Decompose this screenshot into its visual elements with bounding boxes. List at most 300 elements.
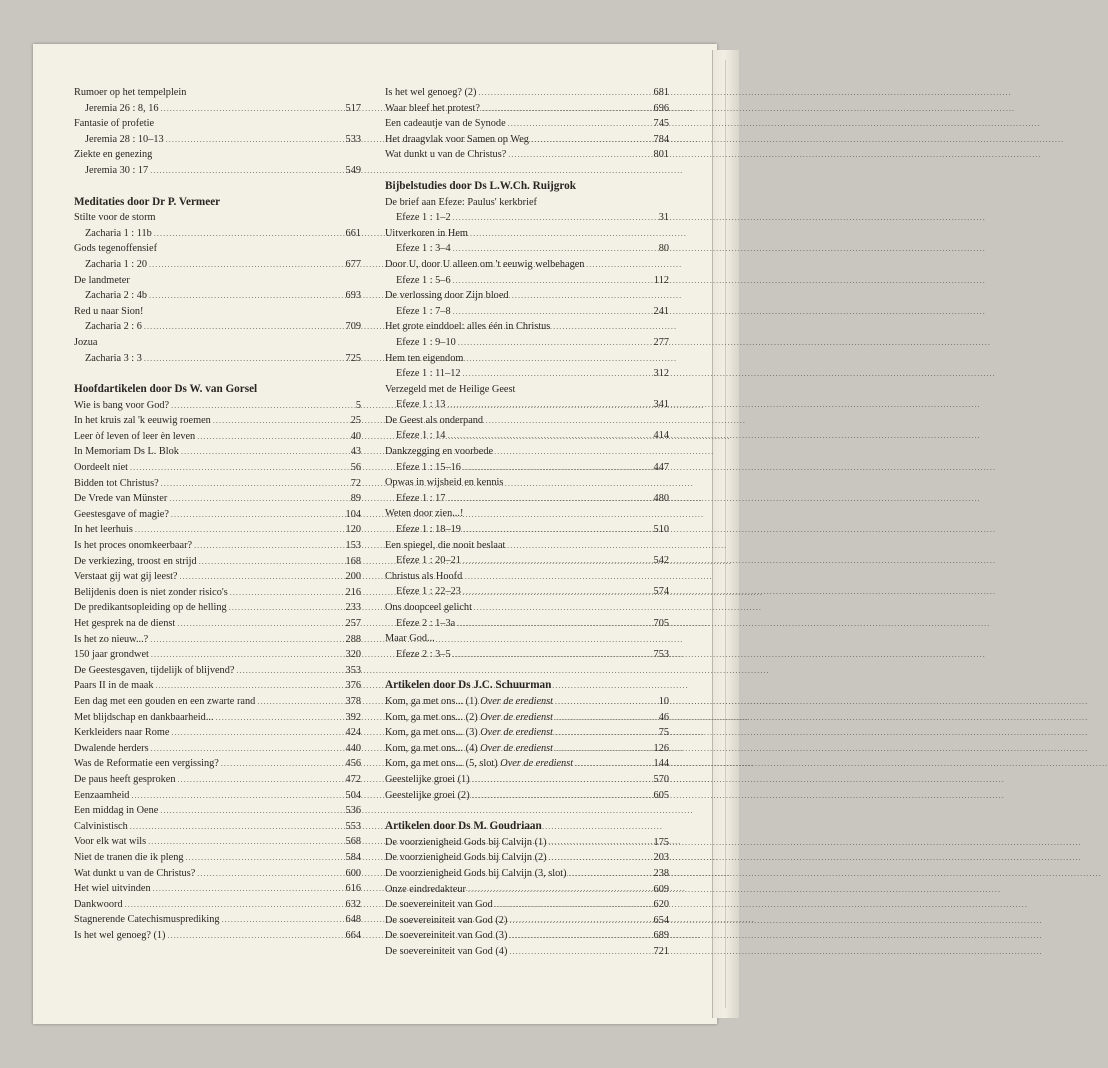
dot-leader (229, 600, 344, 616)
dot-leader (463, 522, 652, 538)
toc-entry (74, 678, 361, 694)
entry-text: Verzegeld met de Heilige Geest (385, 383, 516, 395)
page-number: 257 (345, 618, 361, 629)
entry-title (74, 116, 154, 132)
entry-text: De voorzienigheid Gods bij Calvijn (1) (385, 836, 547, 848)
toc-entry (74, 585, 361, 601)
page-number: 144 (653, 758, 669, 770)
toc-entry (74, 850, 361, 866)
entry-text: Efeze 1 : 1–2 (396, 212, 451, 224)
page-number: 353 (345, 664, 361, 676)
dot-leader (154, 226, 344, 242)
page-number: 753 (653, 648, 669, 660)
entry-title (74, 335, 97, 351)
page-number: 56 (350, 462, 361, 474)
page-number: 376 (345, 680, 361, 692)
toc-entry (385, 101, 669, 117)
entry-text: De landmeter (74, 274, 130, 286)
page-number: 233 (345, 602, 361, 614)
entry-text: Ziekte en genezing (74, 149, 153, 161)
page-number: 616 (345, 883, 361, 895)
entry-text: Is het wel genoeg? (2) (385, 87, 477, 98)
toc-entry (385, 882, 669, 898)
entry-title (385, 288, 509, 304)
entry-title (74, 881, 151, 897)
page-number: 677 (345, 258, 361, 270)
toc-entry (74, 507, 361, 523)
toc-entry (385, 600, 669, 616)
page-number: 480 (653, 492, 669, 504)
page-number: 605 (653, 789, 669, 801)
page-number: 709 (345, 321, 361, 333)
entry-text: Rumoer op het tempelplein (74, 87, 187, 98)
toc-entry (385, 195, 669, 211)
dot-leader (479, 85, 652, 101)
toc-entry (385, 226, 669, 242)
entry-text: Red u naar Sion! (74, 305, 144, 317)
entry-title (385, 132, 529, 148)
dot-leader (463, 584, 652, 600)
page-number: 681 (653, 87, 669, 98)
entry-title (385, 631, 435, 647)
entry-title (74, 413, 211, 429)
dot-leader (463, 553, 652, 569)
entry-title (74, 132, 164, 148)
entry-title (74, 600, 227, 616)
page-number: 120 (345, 524, 361, 536)
entry-text: Het grote einddoel: alles één in Christus (385, 321, 551, 333)
dot-leader (508, 116, 652, 132)
entry-title (385, 491, 445, 507)
entry-title (385, 538, 505, 554)
entry-text: Wat dunkt u van de Christus? (74, 867, 196, 879)
entry-title (74, 241, 157, 257)
dot-leader (549, 835, 652, 851)
entry-title (385, 226, 468, 242)
entry-text: Efeze 1 : 11–12 (396, 368, 461, 380)
entry-title (385, 772, 470, 788)
toc-entry (385, 304, 669, 320)
toc-entry (74, 538, 361, 554)
toc-entry (385, 460, 669, 476)
toc-section (74, 195, 361, 367)
entry-title (74, 819, 128, 835)
entry-title (74, 351, 142, 367)
entry-title (385, 273, 451, 289)
entry-text: Is het zo nieuw...? (74, 633, 149, 645)
toc-entry (385, 788, 669, 804)
page-number: 75 (658, 727, 669, 739)
dot-leader (453, 210, 657, 226)
entry-text: Kom, ga met ons... (2) (385, 711, 481, 723)
entry-text: De soevereiniteit van God (385, 899, 493, 911)
entry-text: Zacharia 1 : 11b (85, 227, 152, 239)
dot-leader (555, 694, 657, 710)
toc-entry (385, 584, 669, 600)
dot-leader (131, 788, 343, 804)
entry-title (385, 741, 553, 757)
dot-leader (575, 756, 651, 772)
entry-text: Verstaat gij wat gij leest? (74, 571, 178, 583)
page-number: 414 (653, 430, 669, 442)
toc-entry (385, 444, 669, 460)
toc-entry (74, 210, 361, 226)
toc-right-column (385, 85, 669, 975)
entry-text: Efeze 1 : 13 (396, 399, 446, 411)
entry-text: Efeze 1 : 20–21 (396, 555, 461, 567)
page-number: 574 (653, 586, 669, 598)
toc-entry (385, 319, 669, 335)
toc-entry (74, 460, 361, 476)
dot-leader (257, 694, 343, 710)
toc-entry (385, 944, 669, 960)
toc-entry (385, 366, 669, 382)
entry-title (74, 476, 159, 492)
entry-text: Efeze 2 : 3–5 (396, 648, 451, 660)
page-number: 632 (345, 898, 361, 910)
page-number: 533 (345, 133, 361, 145)
toc-entry (74, 600, 361, 616)
entry-subtitle: Over de eredienst (480, 711, 554, 723)
toc-entry (74, 429, 361, 445)
dot-leader (199, 554, 344, 570)
page-number: 43 (350, 446, 361, 458)
entry-title (385, 257, 584, 273)
page-number: 696 (653, 102, 669, 114)
entry-title (385, 553, 461, 569)
entry-text: Fantasie of profetie (74, 118, 155, 130)
dot-leader (161, 476, 349, 492)
toc-entry (74, 554, 361, 570)
toc-entry (74, 85, 361, 101)
page-number: 472 (345, 773, 361, 785)
entry-title (385, 913, 507, 929)
toc-section (74, 85, 361, 179)
entry-text: Het gesprek na de dienst (74, 618, 176, 629)
page-number: 568 (345, 836, 361, 848)
entry-text: Zacharia 1 : 20 (85, 258, 148, 270)
dot-leader (150, 163, 343, 179)
entry-title (385, 944, 507, 960)
toc-entry (74, 163, 361, 179)
entry-title (74, 288, 147, 304)
entry-title (74, 834, 146, 850)
toc-entry (74, 897, 361, 913)
toc-entry (385, 741, 669, 757)
page-number: 784 (653, 133, 669, 145)
entry-title (74, 210, 156, 226)
dot-leader (135, 522, 344, 538)
toc-entry (74, 304, 361, 320)
entry-text: Weten door zien...! (385, 508, 464, 520)
entry-text: In het kruis zal 'k eeuwig roemen (74, 415, 211, 427)
entry-title (385, 522, 461, 538)
toc-entry (74, 476, 361, 492)
entry-title (385, 600, 472, 616)
entry-title (385, 647, 451, 663)
entry-text: Het draagvlak voor Samen op Weg (385, 133, 529, 145)
dot-leader (463, 366, 652, 382)
entry-text: Gods tegenoffensief (74, 243, 158, 255)
entry-text: Jeremia 28 : 10–13 (85, 133, 164, 145)
entry-text: Leer òf leven of leer èn leven (74, 430, 196, 442)
toc-entry (385, 132, 669, 148)
toc-entry (74, 772, 361, 788)
toc-entry (385, 382, 669, 398)
toc-entry (385, 756, 669, 772)
toc-entry (74, 866, 361, 882)
dot-leader (194, 538, 343, 554)
page-number: 10 (658, 695, 669, 707)
page-number: 216 (345, 586, 361, 598)
toc-entry (385, 210, 669, 226)
entry-text: Efeze 1 : 22–23 (396, 586, 461, 598)
dot-leader (151, 741, 344, 757)
entry-title (385, 850, 547, 866)
page-number: 40 (350, 430, 361, 442)
dot-leader (149, 257, 344, 273)
dot-leader (453, 241, 657, 257)
toc-entry (385, 772, 669, 788)
dot-leader (453, 273, 652, 289)
toc-section (74, 382, 361, 943)
entry-text: De verkiezing, troost en strijd (74, 555, 197, 567)
entry-title (74, 585, 228, 601)
dot-leader (230, 585, 344, 601)
entry-text: Oordeelt niet (74, 462, 129, 474)
toc-entry (385, 694, 669, 710)
toc-entry (74, 741, 361, 757)
section-heading: Artikelen door Ds M. Goudriaan (385, 820, 542, 833)
entry-title (385, 460, 461, 476)
page-number: 126 (653, 742, 669, 754)
entry-text: De soevereiniteit van God (4) (385, 945, 508, 957)
dot-leader (509, 944, 651, 960)
dot-leader (509, 928, 651, 944)
dot-leader (160, 803, 343, 819)
entry-title (74, 928, 166, 944)
toc-entry (74, 803, 361, 819)
entry-title (74, 429, 195, 445)
toc-entry (74, 319, 361, 335)
entry-text: Dankwoord (74, 898, 123, 910)
toc-entry (385, 428, 669, 444)
entry-text: Uitverkoren in Hem (385, 227, 468, 239)
entry-subtitle: Over de eredienst (480, 727, 554, 739)
dot-leader (495, 897, 652, 913)
toc-entry (385, 928, 669, 944)
entry-text: Stagnerende Catechismusprediking (74, 914, 220, 926)
toc-entry (385, 506, 669, 522)
dot-leader (125, 897, 344, 913)
page-number: 689 (653, 930, 669, 942)
entry-title (74, 897, 123, 913)
page-number: 168 (345, 555, 361, 567)
dot-leader (178, 772, 344, 788)
entry-title (74, 788, 129, 804)
dot-leader (508, 147, 651, 163)
spine-rule (725, 60, 726, 1008)
entry-subtitle: Over de eredienst (480, 695, 554, 707)
dot-leader (171, 398, 354, 414)
entry-text: Zacharia 3 : 3 (85, 352, 142, 364)
toc-entry (74, 101, 361, 117)
page-number: 341 (653, 399, 669, 411)
entry-text: Geestelijke groei (1) (385, 773, 470, 785)
entry-text: Was de Reformatie een vergissing? (74, 758, 219, 770)
dot-leader (177, 616, 343, 632)
page-number: 620 (653, 899, 669, 911)
entry-title (385, 382, 515, 398)
entry-title (385, 897, 493, 913)
entry-title (385, 413, 483, 429)
dot-leader (472, 772, 652, 788)
dot-leader (447, 428, 651, 444)
entry-text: De voorzienigheid Gods bij Calvijn (3, slot) (385, 867, 567, 879)
entry-title (385, 241, 451, 257)
entry-text: De brief aan Efeze: Paulus' kerkbrief (385, 196, 537, 208)
page-number: 456 (345, 758, 361, 770)
page-number: 725 (345, 352, 361, 364)
toc-entry (385, 647, 669, 663)
toc-left-column (74, 85, 361, 959)
entry-title (385, 304, 451, 320)
toc-section (385, 819, 669, 959)
entry-title (74, 163, 148, 179)
toc-section (385, 678, 669, 803)
entry-title (385, 444, 493, 460)
toc-entry (385, 866, 669, 882)
entry-text: Efeze 1 : 17 (396, 492, 446, 504)
dot-leader (555, 725, 657, 741)
page-number: 600 (345, 867, 361, 879)
entry-text: De Vrede van Münster (74, 493, 168, 505)
entry-title (74, 522, 133, 538)
entry-text: Efeze 1 : 14 (396, 430, 446, 442)
page-number: 392 (345, 711, 361, 723)
entry-title (385, 397, 445, 413)
toc-entry (385, 397, 669, 413)
toc-entry (74, 335, 361, 351)
entry-title (385, 616, 455, 632)
entry-title (74, 772, 176, 788)
entry-text: Maar God... (385, 633, 435, 645)
entry-title (385, 710, 553, 726)
toc-entry (385, 913, 669, 929)
page-number: 378 (345, 695, 361, 707)
toc-entry (74, 756, 361, 772)
toc-entry (385, 491, 669, 507)
dot-leader (180, 569, 344, 585)
entry-subtitle: Over de eredienst (500, 758, 574, 770)
entry-text: Wat dunkt u van de Christus? (385, 149, 507, 161)
entry-title (385, 85, 477, 101)
dot-leader (458, 335, 652, 351)
entry-text: De soevereiniteit van God (3) (385, 930, 508, 942)
entry-title (74, 257, 147, 273)
toc-entry (74, 928, 361, 944)
entry-text: Efeze 2 : 1–3a (396, 617, 456, 629)
entry-title (74, 147, 152, 163)
entry-text: Efeze 1 : 18–19 (396, 524, 461, 536)
page-number: 664 (345, 929, 361, 941)
entry-title (74, 319, 142, 335)
toc-entry (385, 553, 669, 569)
toc-entry (385, 710, 669, 726)
entry-title (385, 319, 550, 335)
page-number: 721 (653, 945, 669, 957)
entry-text: Bidden tot Christus? (74, 477, 159, 489)
entry-text: Is het proces onomkeerbaar? (74, 540, 193, 552)
dot-leader (213, 413, 349, 429)
toc-entry (74, 288, 361, 304)
page-number: 447 (653, 461, 669, 473)
entry-text: 150 jaar grondwet (74, 649, 149, 661)
page-number: 25 (350, 415, 361, 427)
toc-entry (74, 116, 361, 132)
entry-title (385, 788, 470, 804)
dot-leader (482, 101, 652, 117)
toc-section (385, 85, 669, 163)
entry-text: De Geestesgaven, tijdelijk of blijvend? (74, 664, 235, 676)
toc-entry (385, 413, 669, 429)
dot-leader (447, 491, 651, 507)
entry-text: Belijdenis doen is niet zonder risico's (74, 586, 228, 598)
entry-title (74, 444, 179, 460)
page-number: 80 (658, 243, 669, 255)
dot-leader (569, 866, 652, 882)
entry-text: Geestesgave of magie? (74, 508, 169, 520)
page-number: 510 (653, 524, 669, 536)
toc-entry (385, 725, 669, 741)
dot-leader (216, 710, 344, 726)
entry-text: De Geest als onderpand (385, 414, 484, 426)
entry-text: Opwas in wijsheid en kennis (385, 477, 504, 489)
dot-leader (236, 663, 343, 679)
page-number: 104 (345, 508, 361, 520)
entry-text: Een middag in Oene (74, 805, 159, 817)
section-heading: Artikelen door Ds J.C. Schuurman (385, 679, 552, 692)
entry-text: Waar bleef het protest? (385, 102, 480, 114)
toc-entry (74, 398, 361, 414)
entry-text: Jozua (74, 336, 98, 348)
page-number: 46 (658, 711, 669, 723)
entry-title (385, 928, 507, 944)
toc-entry (74, 710, 361, 726)
entry-title (385, 351, 463, 367)
toc-entry (385, 241, 669, 257)
entry-text: De predikantsopleiding op de helling (74, 602, 227, 614)
page-number: 288 (345, 633, 361, 645)
entry-text: Voor elk wat wils (74, 836, 147, 848)
entry-title (385, 366, 461, 382)
entry-title (74, 678, 153, 694)
toc-entry (74, 226, 361, 242)
entry-title (74, 694, 255, 710)
toc-entry (74, 788, 361, 804)
dot-leader (130, 819, 344, 835)
entry-text: Kom, ga met ons... (5, slot) (385, 758, 501, 770)
page-number: 175 (653, 836, 669, 848)
dot-leader (148, 834, 343, 850)
entry-text: Een cadeautje van de Synode (385, 118, 506, 130)
toc-entry (74, 241, 361, 257)
toc-entry (74, 663, 361, 679)
entry-title (74, 756, 219, 772)
entry-title (385, 694, 553, 710)
entry-text: Efeze 1 : 7–8 (396, 305, 451, 317)
toc-entry (74, 491, 361, 507)
